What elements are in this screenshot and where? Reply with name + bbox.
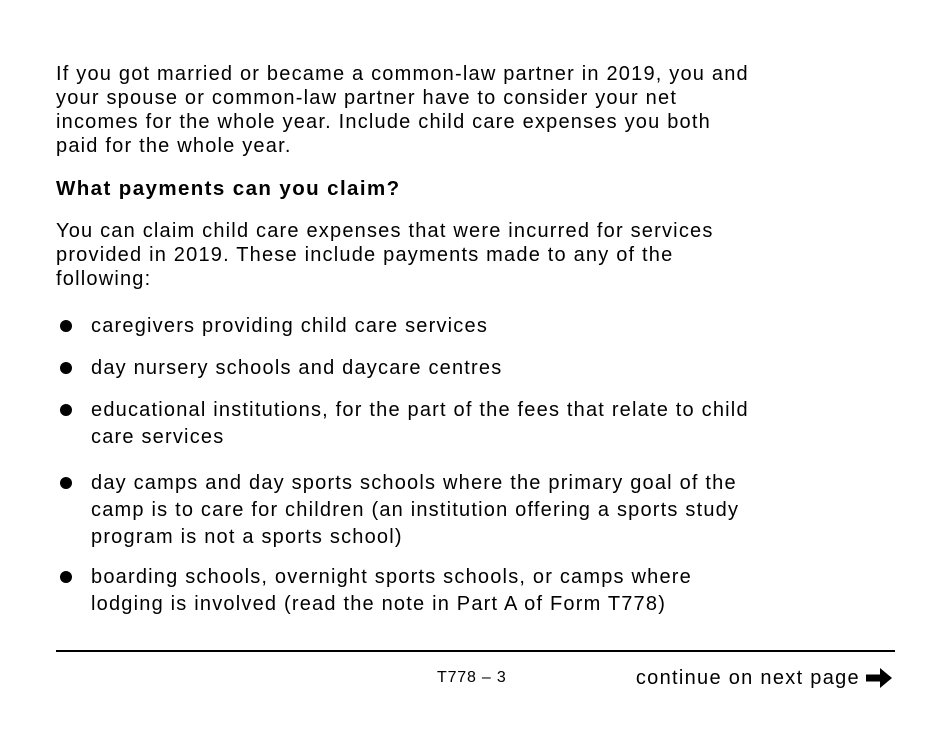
arrow-right-icon — [864, 666, 894, 690]
list-item-text: boarding schools, overnight sports schools, or camps where lodging is involved (read the note in Part A of Form T778) — [91, 566, 692, 615]
bullet-icon — [60, 362, 72, 374]
bullet-icon — [60, 404, 72, 416]
page-number: T778 – 3 — [437, 669, 507, 686]
list-item-text: educational institutions, for the part of the fees that relate to child care services — [91, 399, 749, 448]
claim-paragraph: You can claim child care expenses that were incurred for services provided in 2019. These include payments made to any of the following: — [56, 220, 714, 290]
list-item-text: day camps and day sports schools where the primary goal of the camp is to care for children (an institution offering a sports study program is not a sports school) — [91, 472, 740, 548]
section-heading: What payments can you claim? — [56, 177, 401, 200]
footer-divider — [56, 650, 895, 652]
list-item-text: day nursery schools and daycare centres — [91, 357, 503, 379]
continue-next-page-link[interactable] — [636, 664, 894, 692]
list-item-text: caregivers providing child care services — [91, 315, 489, 337]
bullet-icon — [60, 320, 72, 332]
continue-label: continue on next page — [635, 667, 860, 689]
bullet-icon — [60, 571, 72, 583]
bullet-icon — [60, 477, 72, 489]
intro-paragraph: If you got married or became a common-law partner in 2019, you and your spouse or common-law partner have to consider your net incomes for the whole year. Include child care expenses you both paid for the whole year. — [56, 63, 749, 157]
